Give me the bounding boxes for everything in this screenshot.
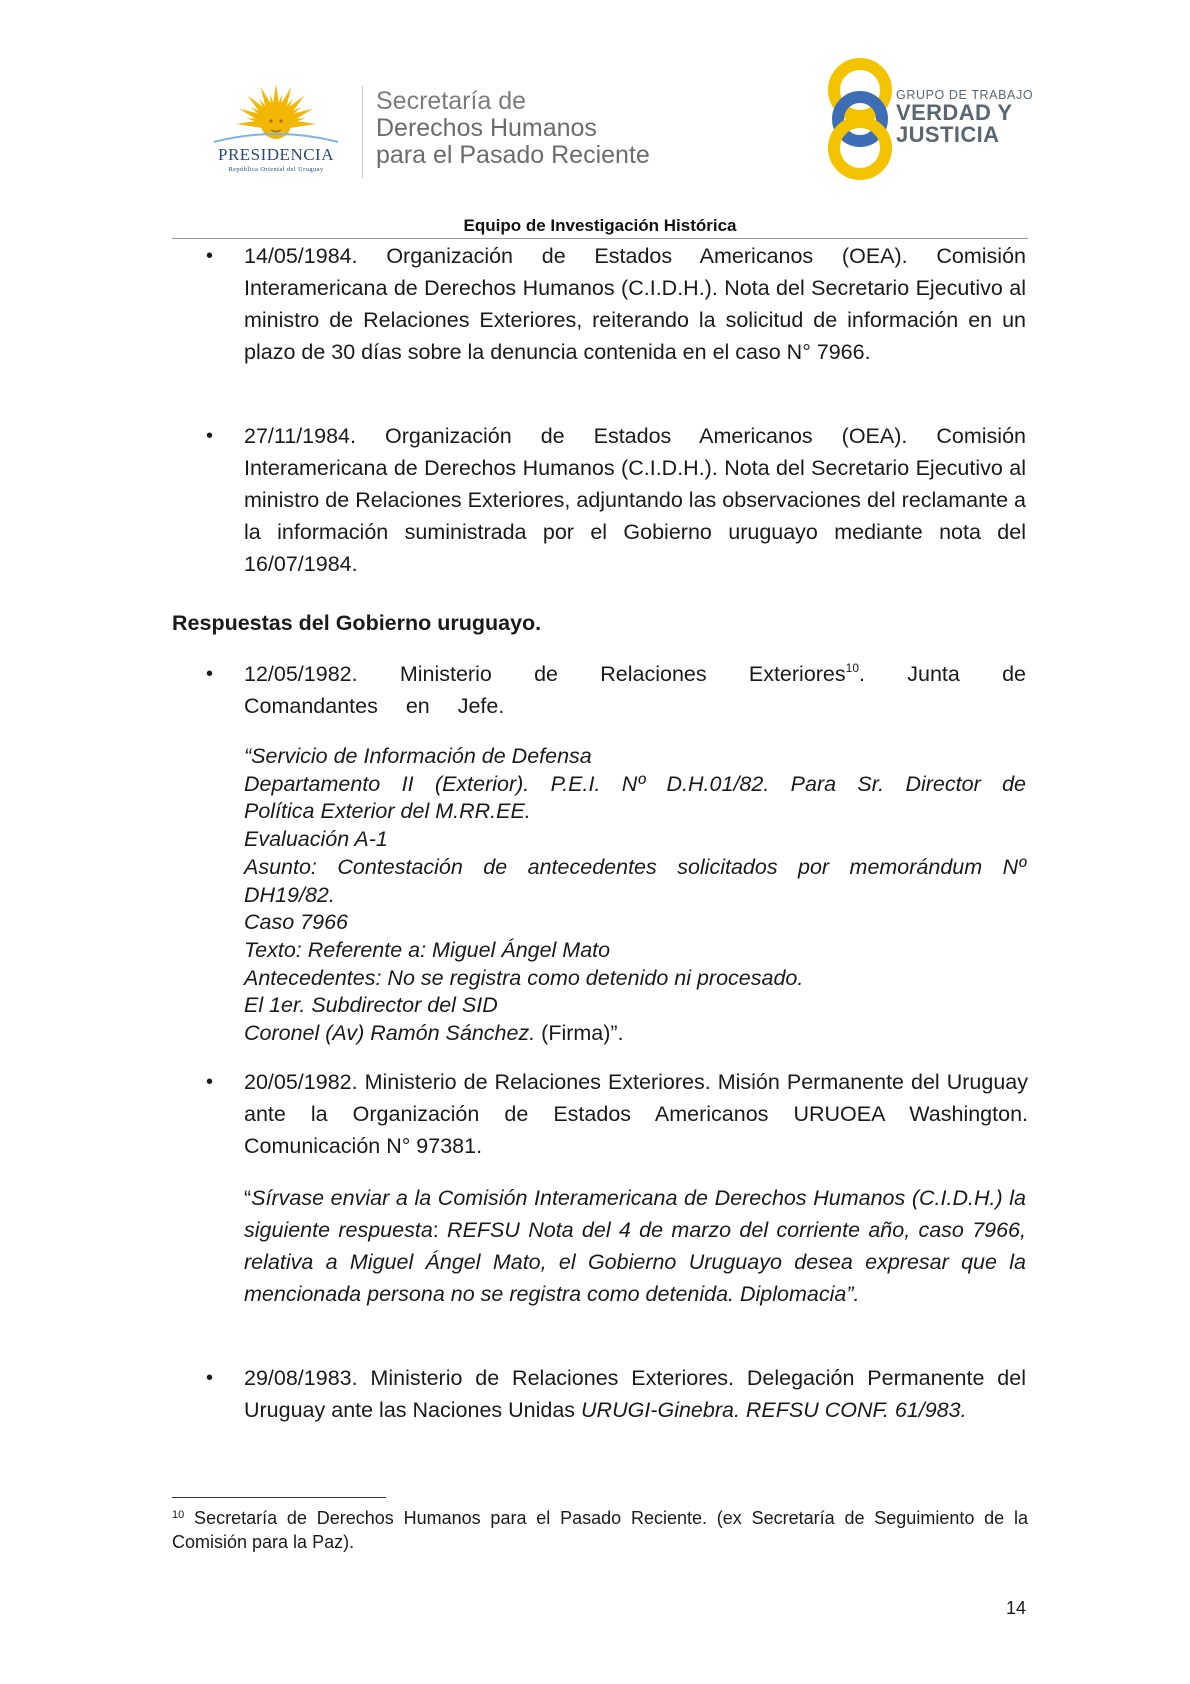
blockquote [244,1182,1026,1310]
list-item [244,1362,1026,1426]
signatory: Coronel (Av) Ramón Sánchez. [244,1021,536,1046]
section-heading: Respuestas del Gobierno uruguayo. [172,611,542,635]
header-divider [362,86,363,178]
header-rule [172,238,1028,239]
quote-line: “Servicio de Información de Defensa [244,744,592,768]
quote-line: El 1er. Subdirector del SID [244,993,498,1018]
quote-line: Departamento II (Exterior). P.E.I. Nº D.H.01/82. Para Sr. Director de [244,771,1026,796]
quote-line [244,1020,1026,1048]
list-item: 14/05/1984. Organización de Estados Americanos (OEA). Comisión Interamericana de Derechos Humanos (C.I.D.H.). Nota del Secretario Ejecutivo al ministro de Relaciones Exteriores, reiterando la solicitud de información en un plazo de 30 días sobre la denuncia contenida en el caso N° 7966. [244,244,1026,364]
gtvj-line: JUSTICIA [896,122,1000,147]
gtvj-small-label: GRUPO DE TRABAJO [896,88,1034,102]
bullet-icon: • [206,663,214,685]
entry-reference: URUGI-Ginebra. REFSU CONF. 61/983. [581,1398,967,1422]
footnote [172,1506,1028,1554]
page-number: 14 [1006,1598,1027,1618]
sun-emblem-icon [196,80,356,180]
presidencia-subtitle: República Oriental del Uruguay [228,166,324,173]
bullet-icon: • [206,245,214,267]
entry-text: 29/08/1983. Ministerio de Relaciones Exteriores. Delegación Permanente del Uruguay ante las Naciones Unidas [244,1366,1026,1422]
quote-line: Antecedentes: No se registra como detenido ni procesado. [244,965,804,990]
quote-text: REFSU Nota del 4 de marzo del corriente año, caso 7966, relativa a Miguel Ángel Mato, el Gobierno Uruguayo desea expresar que la mencionada persona no se registra como detenida. Diplomacia”. [244,1218,1026,1306]
quote-text: Sírvase enviar a la Comisión Interamericana de Derechos Humanos (C.I.D.H.) la siguiente respuesta [244,1186,1026,1242]
quote-line: Política Exterior del M.RR.EE. [244,799,531,824]
list-item: 20/05/1982. Ministerio de Relaciones Exteriores. Misión Permanente del Uruguay ante la Organización de Estados Americanos URUOEA Washington. Comunicación N° 97381. [244,1070,1028,1158]
bullet-icon: • [206,1367,214,1389]
secretaria-line: para el Pasado Reciente [376,141,650,169]
footnote-text: Secretaría de Derechos Humanos para el Pasado Reciente. (ex Secretaría de Seguimiento de la Comisión para la Paz). [172,1508,1028,1552]
list-item: 27/11/1984. Organización de Estados Americanos (OEA). Comisión Interamericana de Derechos Humanos (C.I.D.H.). Nota del Secretario Ejecutivo al ministro de Relaciones Exteriores, adjuntando las observaciones del reclamante a la información suministrada por el Gobierno uruguayo mediante nota del 16/07/1984. [244,424,1026,576]
bullet-icon: • [206,425,214,447]
running-head: Equipo de Investigación Histórica [463,216,737,235]
entry-text: . Junta de Comandantes en Jefe. [244,662,1027,718]
quote-line: Caso 7966 [244,910,348,935]
quote-open: “ [244,1186,252,1210]
quote-line: Asunto: Contestación de antecedentes solicitados por memorándum Nº [244,854,1026,879]
footnote-rule [172,1497,386,1498]
secretaria-title [376,88,650,169]
quote-line: DH19/82. [244,882,335,907]
secretaria-line: Secretaría de [376,87,527,115]
page-header [0,0,1190,240]
footnote-reference: 10 [845,661,860,675]
signature-note: (Firma)”. [535,1021,624,1046]
quote-colon: : [432,1218,439,1242]
blockquote [244,743,1026,1048]
presidencia-name: PRESIDENCIA [217,145,334,164]
bullet-icon: • [206,1071,214,1093]
gtvj-big-label [896,102,1033,146]
list-item [244,658,1026,722]
gtvj-title [896,88,1033,146]
quote-line: Texto: Referente a: Miguel Ángel Mato [244,937,611,962]
quote-line: Evaluación A-1 [244,827,388,852]
secretaria-line: Derechos Humanos [376,114,597,142]
gtvj-line: VERDAD Y [896,100,1013,125]
footnote-mark: 10 [172,1509,185,1521]
entry-text: 12/05/1982. Ministerio de Relaciones Exteriores [244,662,846,686]
